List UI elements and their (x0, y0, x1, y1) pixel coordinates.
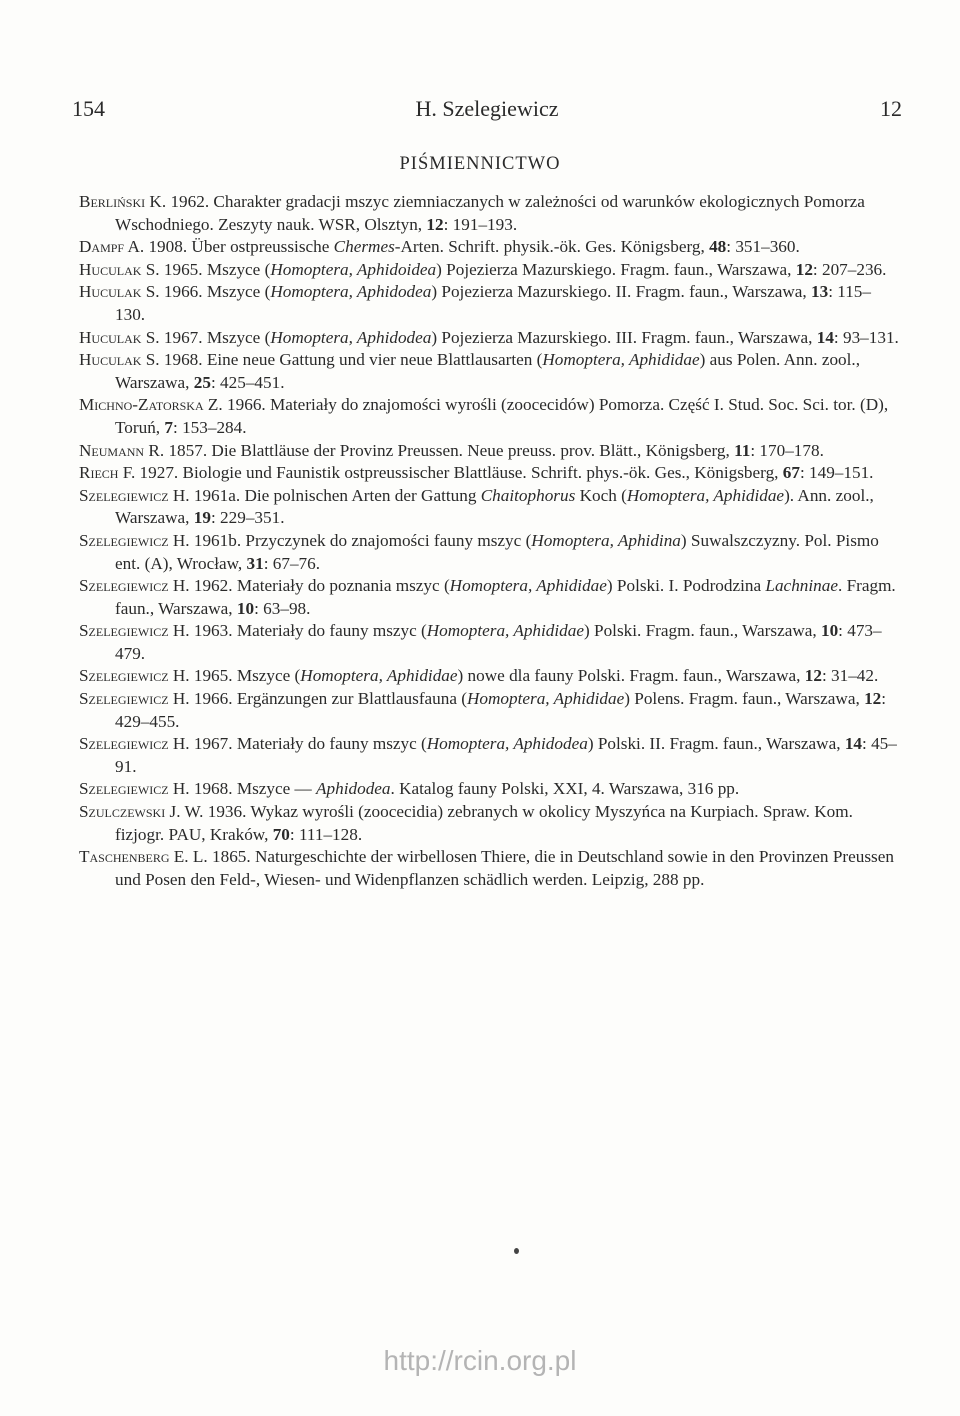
reference-list (79, 191, 899, 891)
reference-text: 1967. Mszyce (Homoptera, Aphidodea) Pojezierza Mazurskiego. III. Fragm. faun., Warszawa, 14: 93–131. (159, 327, 899, 347)
reference-item (79, 485, 899, 530)
reference-text: 1908. Über ostpreussische Chermes-Arten. Schrift. physik.-ök. Ges. Königsberg, 48: 351–360. (144, 237, 800, 257)
reference-item (79, 846, 899, 891)
reference-author: Szulczewski J. W. (79, 802, 204, 822)
section-number: 12 (880, 96, 902, 121)
reference-author: Szelegiewicz H. (79, 576, 190, 596)
reference-text: 1927. Biologie und Faunistik ostpreussischer Blattläuse. Schrift. phys.-ök. Ges., Königsberg, 67: 149–151. (135, 463, 874, 483)
reference-item (79, 665, 899, 688)
reference-text: 1962. Materiały do poznania mszyc (Homoptera, Aphididae) Polski. I. Podrodzina Lachninae. Fragm. faun., Warszawa, 10: 63–98. (115, 576, 896, 618)
reference-item (79, 327, 899, 350)
reference-item (79, 530, 899, 575)
reference-item (79, 440, 899, 463)
reference-text: 1965. Mszyce (Homoptera, Aphididae) nowe dla fauny Polski. Fragm. faun., Warszawa, 12: 31–42. (189, 666, 879, 686)
reference-author: Huculak S. (79, 327, 160, 347)
reference-author: Szelegiewicz H. (79, 530, 190, 550)
reference-author: Szelegiewicz H. (79, 689, 190, 709)
reference-author: Taschenberg E. L. (79, 847, 208, 867)
reference-author: Szelegiewicz H. (79, 485, 190, 505)
reference-item (79, 801, 899, 846)
reference-author: Huculak S. (79, 259, 160, 279)
reference-text: 1961b. Przyczynek do znajomości fauny mszyc (Homoptera, Aphidina) Suwalszczyzny. Pol. Pismo ent. (A), Wrocław, 31: 67–76. (115, 530, 879, 573)
reference-text: 1965. Mszyce (Homoptera, Aphidoidea) Pojezierza Mazurskiego. Fragm. faun., Warszawa, 12: 207–236. (159, 259, 887, 279)
reference-item (79, 349, 899, 394)
reference-author: Huculak S. (79, 350, 160, 370)
reference-item (79, 620, 899, 665)
reference-item (79, 394, 899, 439)
reference-author: Huculak S. (79, 282, 160, 302)
reference-item (79, 281, 899, 326)
watermark-url: http://rcin.org.pl (383, 1345, 577, 1376)
reference-item (79, 462, 899, 485)
reference-author: Riech F. (79, 463, 136, 483)
reference-item (79, 688, 899, 733)
reference-author: Berliński K. (79, 192, 167, 211)
reference-item (79, 236, 899, 259)
reference-text: 1857. Die Blattläuse der Provinz Preussen. Neue preuss. prov. Blätt., Königsberg, 11: 170–178. (164, 440, 824, 460)
reference-text: 1966. Ergänzungen zur Blattlausfauna (Homoptera, Aphididae) Polens. Fragm. faun., Warszawa, 12: 429–455. (115, 689, 887, 731)
reference-text: 1963. Materiały do fauny mszyc (Homoptera, Aphididae) Polski. Fragm. faun., Warszawa, 10: 473–479. (115, 621, 882, 663)
reference-item (79, 733, 899, 778)
reference-text: 1961a. Die polnischen Arten der Gattung Chaitophorus Koch (Homoptera, Aphididae). Ann. zool., Warszawa, 19: 229–351. (115, 485, 874, 528)
section-title: PIŚMIENNICTWO (399, 154, 561, 174)
reference-author: Szelegiewicz H. (79, 779, 190, 799)
page-number: 154 (72, 96, 105, 121)
reference-author: Dampf A. (79, 237, 145, 257)
reference-author: Neumann R. (79, 440, 165, 460)
reference-item (79, 575, 899, 620)
reference-item (79, 191, 899, 236)
reference-author: Michno-Zatorska Z. (79, 395, 223, 415)
reference-author: Szelegiewicz H. (79, 621, 190, 641)
page-header (72, 96, 902, 136)
reference-text: 1962. Charakter gradacji mszyc ziemniaczanych w zależności od warunków ekologicznych Pomorza Wschodniego. Zeszyty nauk. WSR, Olsztyn, 12: 191–193. (115, 192, 865, 234)
print-speck (514, 1248, 519, 1254)
reference-text: 1967. Materiały do fauny mszyc (Homoptera, Aphidodea) Polski. II. Fragm. faun., Warszawa, 14: 45–91. (115, 734, 897, 776)
reference-item (79, 778, 899, 801)
reference-text: 1936. Wykaz wyrośli (zoocecidia) zebranych w okolicy Myszyńca na Kurpiach. Spraw. Kom. fizjogr. PAU, Kraków, 70: 111–128. (115, 802, 853, 844)
reference-author: Szelegiewicz H. (79, 734, 190, 754)
reference-text: 1966. Mszyce (Homoptera, Aphidodea) Pojezierza Mazurskiego. II. Fragm. faun., Warszawa, 13: 115–130. (115, 282, 871, 324)
running-author: H. Szelegiewicz (415, 96, 559, 121)
reference-text: 1968. Mszyce — Aphidodea. Katalog fauny Polski, XXI, 4. Warszawa, 316 pp. (189, 779, 740, 799)
reference-author: Szelegiewicz H. (79, 666, 190, 686)
reference-text: 1968. Eine neue Gattung und vier neue Blattlausarten (Homoptera, Aphididae) aus Polen. Ann. zool., Warszawa, 25: 425–451. (115, 350, 861, 392)
reference-item (79, 259, 899, 282)
reference-text: 1865. Naturgeschichte der wirbellosen Thiere, die in Deutschland sowie in den Provinzen Preussen und Posen den Feld-, Wiesen- und Widenpflanzen schädlich werden. Leipzig, 288 pp. (115, 847, 894, 889)
reference-text: 1966. Materiały do znajomości wyrośli (zoocecidów) Pomorza. Część I. Stud. Soc. Sci. tor. (D), Toruń, 7: 153–284. (115, 395, 889, 437)
